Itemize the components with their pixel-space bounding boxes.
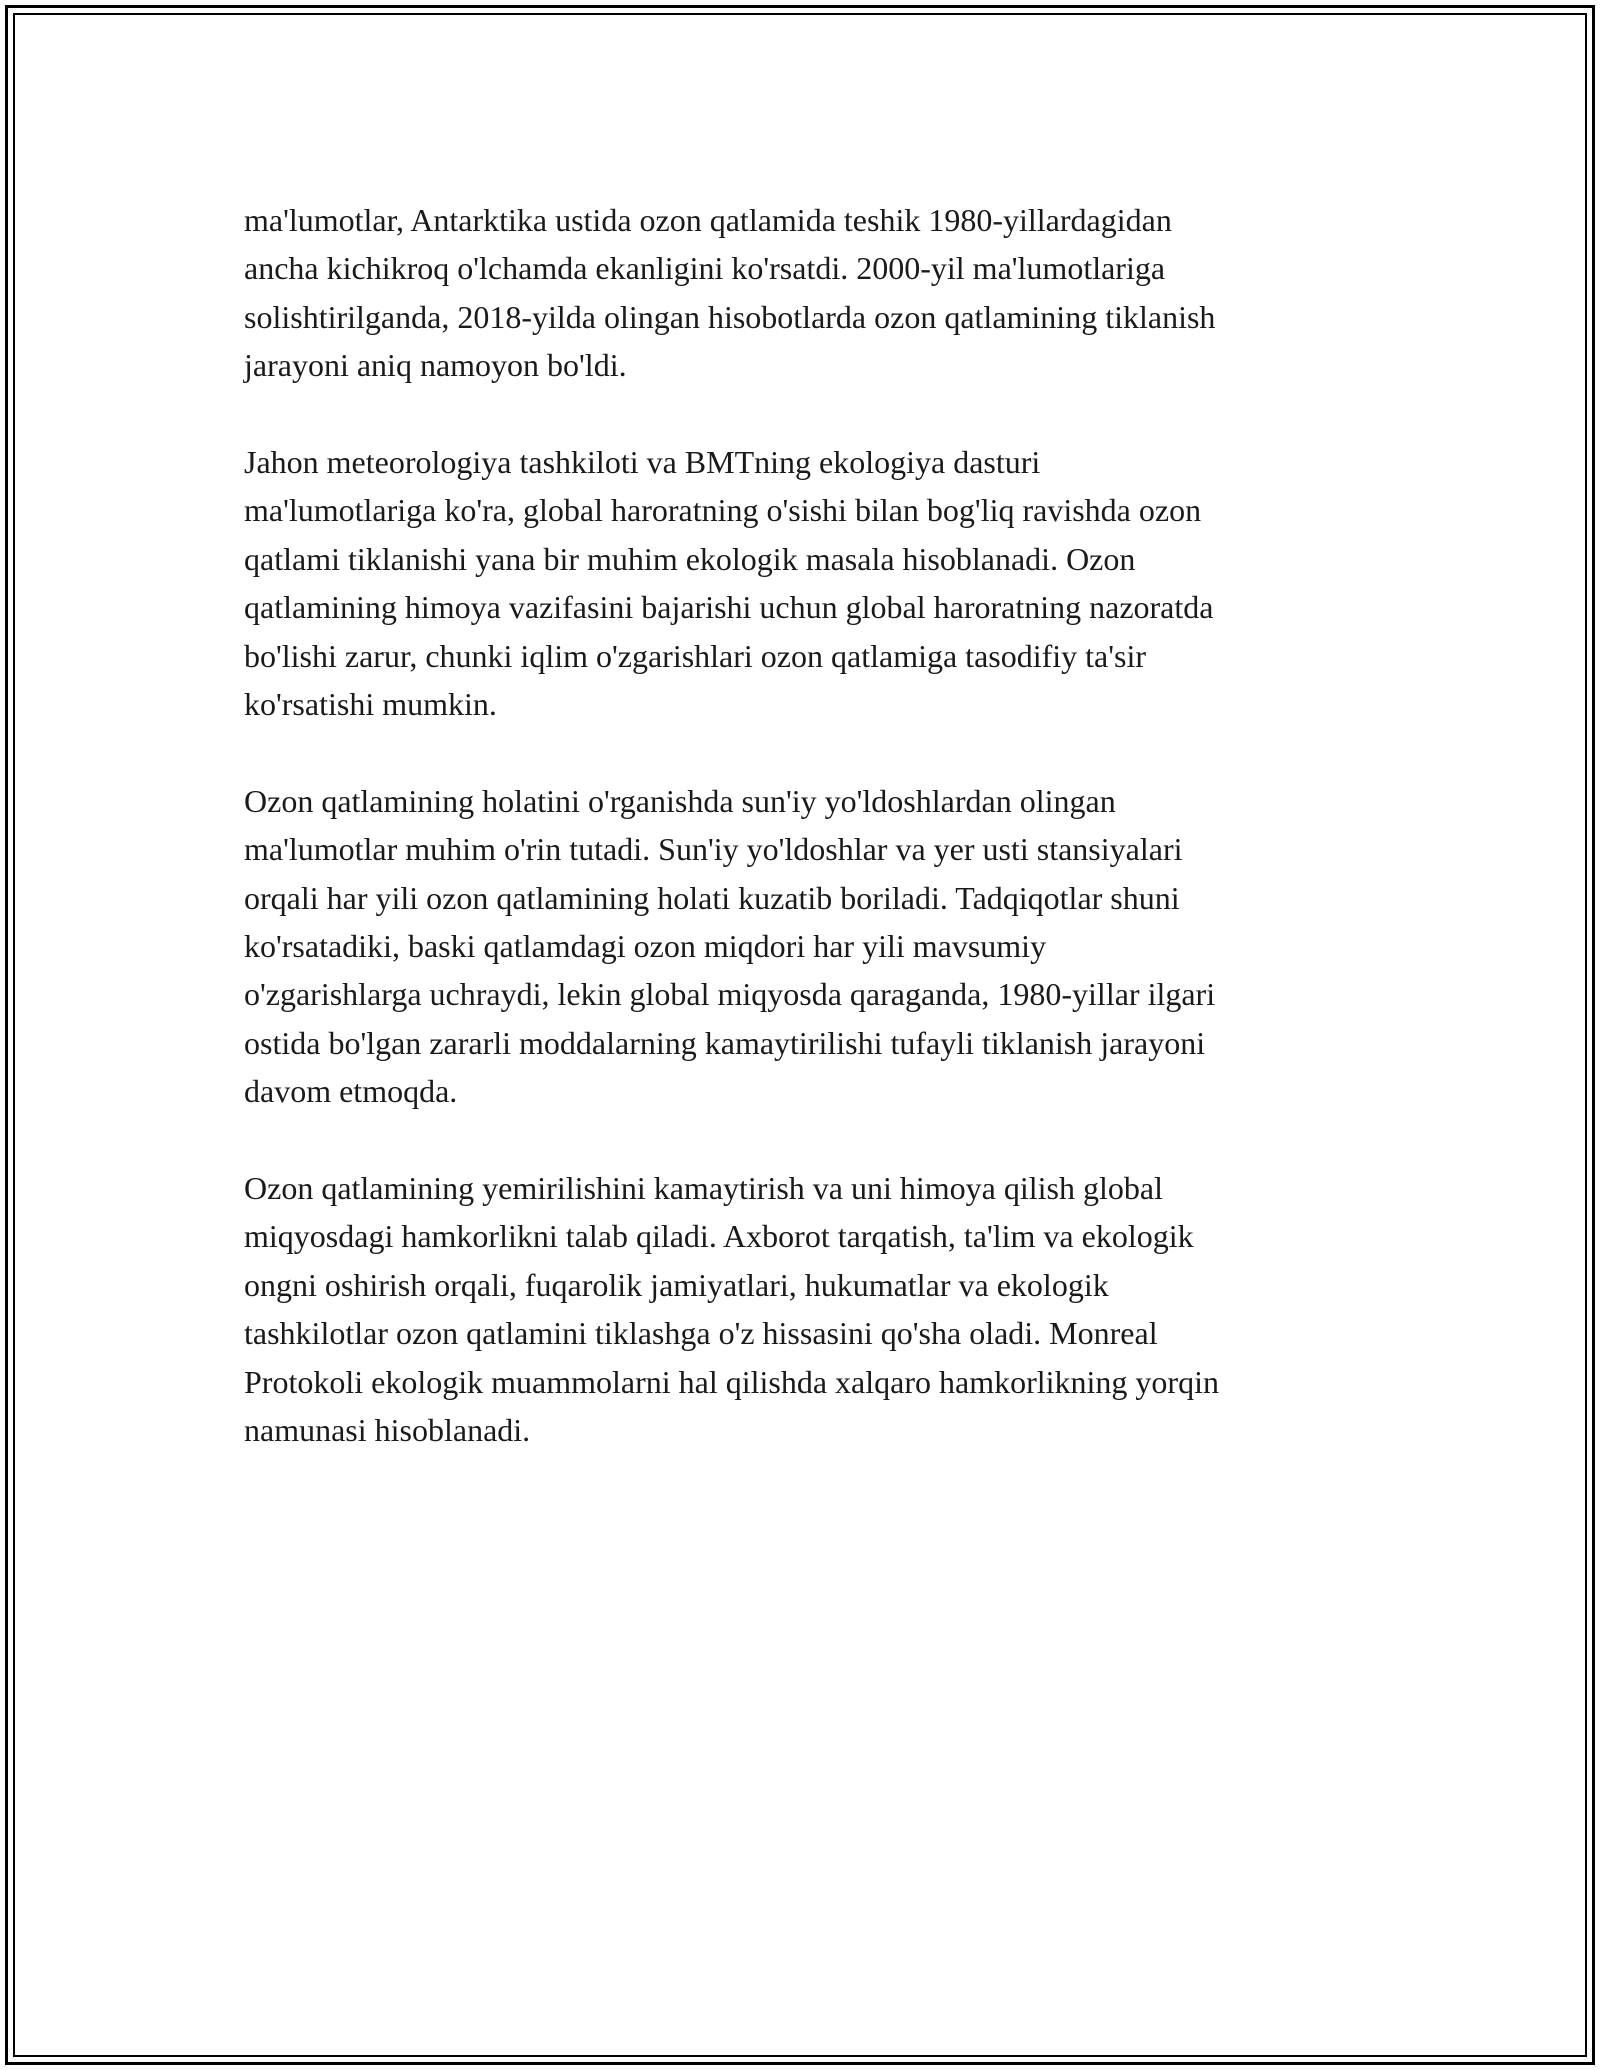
paragraph-2-line-4: qatlamining himoya vazifasini bajarishi uchun global haroratning nazoratda [244, 589, 1214, 626]
paragraph-4-line-5: Protokoli ekologik muammolarni hal qilishda xalqaro hamkorlikning yorqin [244, 1363, 1219, 1400]
paragraph-2-line-3: qatlami tiklanishi yana bir muhim ekologik masala hisoblanadi. Ozon [244, 540, 1136, 577]
paragraph-2-line-1: Jahon meteorologiya tashkiloti va BMTning ekologiya dasturi [244, 444, 1041, 481]
paragraph-4 [244, 1164, 1374, 1454]
paragraph-1-line-2: ancha kichikroq o'lchamda ekanligini ko'rsatdi. 2000-yil ma'lumotlariga [244, 250, 1166, 287]
paragraph-3-line-7: davom etmoqda. [244, 1073, 458, 1110]
paragraph-1-line-3: solishtirilganda, 2018-yilda olingan hisobotlarda ozon qatlamining tiklanish [244, 298, 1216, 335]
paragraph-1 [244, 196, 1374, 390]
paragraph-1-line-1: ma'lumotlar, Antarktika ustida ozon qatlamida teshik 1980-yillardagidan [244, 202, 1172, 238]
paragraph-3 [244, 777, 1374, 1116]
document-body [244, 196, 1374, 1503]
paragraph-3-line-4: ko'rsatadiki, baski qatlamdagi ozon miqdori har yili mavsumiy [244, 928, 1047, 965]
paragraph-3-line-5: o'zgarishlarga uchraydi, lekin global miqyosda qaraganda, 1980-yillar ilgari [244, 976, 1216, 1013]
paragraph-4-line-2: miqyosdagi hamkorlikni talab qiladi. Axborot tarqatish, ta'lim va ekologik [244, 1218, 1194, 1255]
paragraph-4-line-1: Ozon qatlamining yemirilishini kamaytirish va uni himoya qilish global [244, 1170, 1163, 1207]
paragraph-2-line-2: ma'lumotlariga ko'ra, global haroratning o'sishi bilan bog'liq ravishda ozon [244, 492, 1202, 529]
paragraph-3-line-1: Ozon qatlamining holatini o'rganishda sun'iy yo'ldoshlardan olingan [244, 782, 1116, 819]
paragraph-3-line-3: orqali har yili ozon qatlamining holati kuzatib boriladi. Tadqiqotlar shuni [244, 879, 1180, 916]
paragraph-4-line-6: namunasi hisoblanadi. [244, 1412, 531, 1449]
paragraph-3-line-6: ostida bo'lgan zararli moddalarning kamaytirilishi tufayli tiklanish jarayoni [244, 1024, 1206, 1061]
paragraph-3-line-2: ma'lumotlar muhim o'rin tutadi. Sun'iy yo'ldoshlar va yer usti stansiyalari [244, 831, 1183, 868]
paragraph-1-line-4: jarayoni aniq namoyon bo'ldi. [244, 347, 627, 384]
paragraph-2-line-6: ko'rsatishi mumkin. [244, 686, 497, 723]
paragraph-2 [244, 438, 1374, 728]
paragraph-4-line-4: tashkilotlar ozon qatlamini tiklashga o'z hissasini qo'sha oladi. Monreal [244, 1315, 1158, 1352]
page-frame [5, 5, 1595, 2065]
paragraph-2-line-5: bo'lishi zarur, chunki iqlim o'zgarishlari ozon qatlamiga tasodifiy ta'sir [244, 637, 1147, 674]
paragraph-4-line-3: ongni oshirish orqali, fuqarolik jamiyatlari, hukumatlar va ekologik [244, 1266, 1109, 1303]
